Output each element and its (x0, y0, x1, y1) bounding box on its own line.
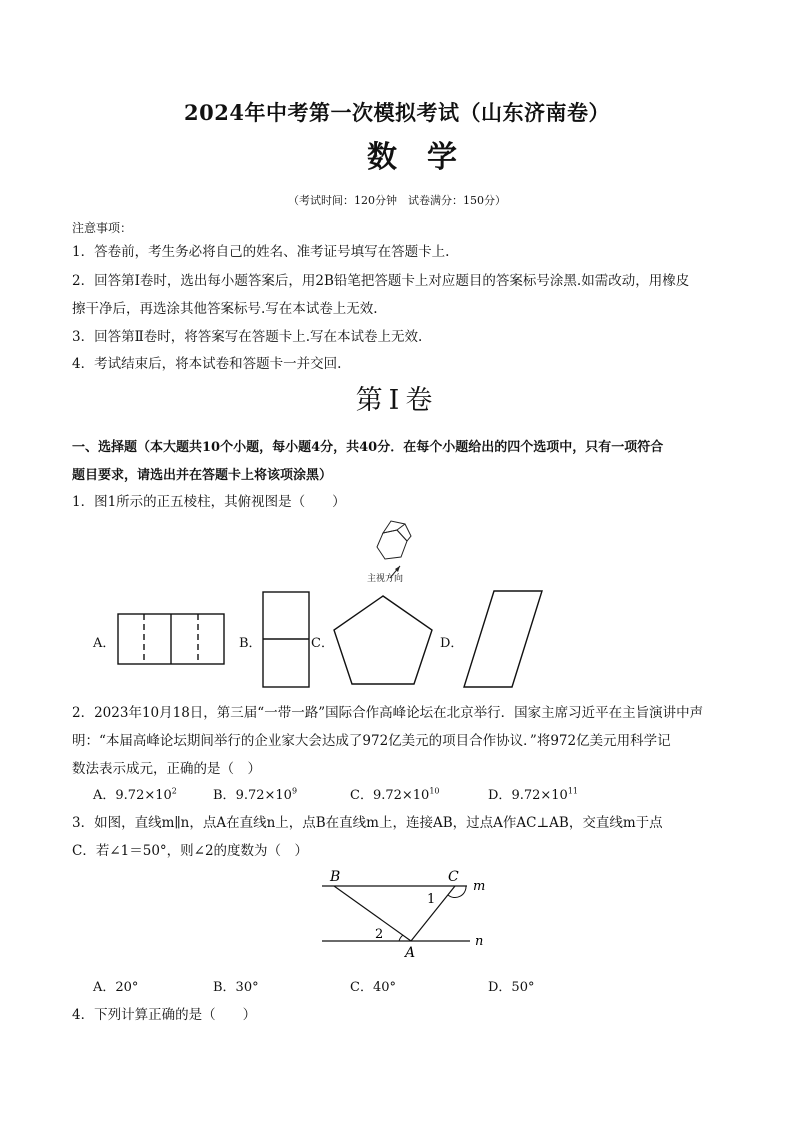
section1-instruction: 一、选择题（本大题共10个小题，每小题4分，共40分．在每个小题给出的四个选项中，只有一项符合 (72, 440, 664, 455)
q2-option-c: C．$9.72\times 10^{10}$ (350, 786, 440, 803)
section-title: 第Ⅰ卷 (355, 385, 439, 416)
q3-angle-1: 1 (427, 892, 436, 907)
subject-title: 数学 (367, 140, 487, 175)
q3-option-d: D．50° (488, 980, 535, 995)
q3-option-a: A．20° (93, 980, 139, 995)
q2-option-b: B．$9.72\times 10^9$ (213, 786, 298, 803)
q3-angle-2: 2 (375, 927, 384, 942)
q3-point-c: C (448, 869, 459, 885)
exam-title: 2024年中考第一次模拟考试（山东济南卷） (184, 100, 610, 125)
q3-stem: 3．如图，直线m∥n，点A在直线n上，点B在直线m上，连接AB，过点A作AC⊥AB，交直线m于点 (72, 815, 663, 831)
notice-item-3: 3．回答第Ⅱ卷时，将答案写在答题卡上.写在本试卷上无效. (72, 329, 423, 345)
notice-item-4: 4．考试结束后，将本试卷和答题卡一并交回. (72, 356, 342, 372)
q1-option-c-label: C． (311, 636, 334, 651)
q3-option-b: B．30° (213, 980, 259, 995)
q2-stem-cont-2: 数法表示成元，正确的是（ ） (72, 761, 261, 777)
q1-option-a-figure (117, 613, 225, 665)
q3-option-c: C．40° (350, 980, 396, 995)
q1-option-b-figure (262, 591, 310, 688)
q2-stem-cont: 明：“本届高峰论坛期间举行的企业家大会达成了972亿美元的项目合作协议．”将972亿美元用科学记 (72, 733, 671, 749)
notice-item-1: 1．答卷前，考生务必将自己的姓名、准考证号填写在答题卡上. (72, 244, 450, 260)
q2-option-a: A．$9.72\times 10^2$ (93, 786, 177, 803)
q3-point-b: B (330, 869, 341, 885)
q1-option-a-label: A． (93, 636, 116, 651)
q3-stem-cont: C．若∠1＝50°，则∠2的度数为（ ） (72, 843, 309, 859)
section1-instruction-cont: 题目要求，请选出并在答题卡上将该项涂黑） (72, 468, 333, 483)
q3-line-m: m (473, 879, 486, 894)
notice-item-2-cont: 擦干净后，再选涂其他答案标号.写在本试卷上无效. (72, 301, 378, 317)
exam-info: （考试时间：120分钟 试卷满分：150分） (288, 194, 506, 207)
notice-item-2: 2．回答第Ⅰ卷时，选出每小题答案后，用2B铅笔把答题卡上对应题目的答案标号涂黑.如需改动，用橡皮 (72, 273, 690, 289)
q2-stem: 2．2023年10月18日，第三届“一带一路”国际合作高峰论坛在北京举行．国家主席习近平在主旨演讲中声 (72, 705, 704, 721)
q1-option-d-label: D． (440, 636, 464, 651)
notice-heading: 注意事项： (72, 221, 133, 235)
q1-option-c-figure (332, 594, 434, 686)
q3-geometry-figure (315, 865, 495, 963)
q3-line-n: n (475, 934, 484, 949)
q1-view-direction-label: 主视方向 (367, 574, 404, 584)
q1-option-d-figure (463, 589, 545, 689)
q1-option-b-label: B． (239, 636, 262, 651)
q4-stem: 4．下列计算正确的是（ ） (72, 1007, 257, 1023)
q1-stem: 1．图1所示的正五棱柱，其俯视图是（ ） (72, 494, 346, 510)
q3-point-a: A (405, 945, 416, 961)
q2-option-d: D．$9.72\times 10^{11}$ (488, 786, 579, 803)
